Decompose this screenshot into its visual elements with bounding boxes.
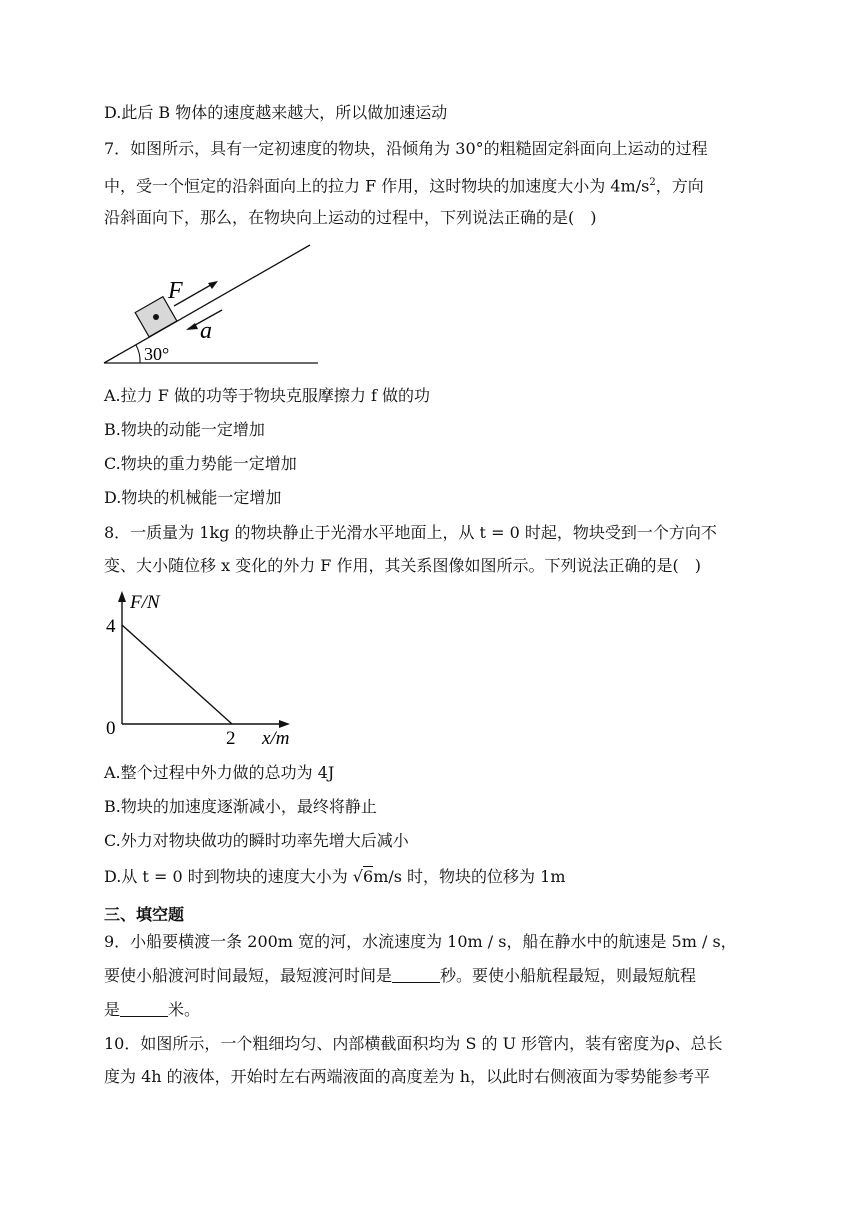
q7-option-a: A.拉力 F 做的功等于物块克服摩擦力 f 做的功: [104, 386, 431, 405]
answer-blank-time[interactable]: [392, 966, 440, 983]
angle-label: 30°: [144, 344, 170, 364]
y-axis-arrowhead: [118, 591, 126, 602]
y-tick-4: 4: [106, 616, 116, 637]
q7-option-c: C.物块的重力势能一定增加: [104, 454, 297, 473]
q7-line-3: 沿斜面向下，那么，在物块向上运动的过程中，下列说法正确的是( ): [104, 208, 597, 227]
block-center-dot: [153, 314, 159, 320]
q9-line-2: 要使小船渡河时间最短，最短渡河时间是 秒。要使小船航程最短，则最短航程: [104, 966, 697, 985]
q7-option-b: B.物块的动能一定增加: [104, 420, 265, 439]
q8-line-2: 变、大小随位移 x 变化的外力 F 作用，其关系图像如图所示。下列说法正确的是( ): [104, 556, 701, 575]
q8-line-1: 8．一质量为 1kg 的物块静止于光滑水平地面上，从 t = 0 时起，物块受到一个方向不: [104, 523, 717, 542]
force-line: [122, 625, 232, 724]
incline-figure: [100, 240, 325, 370]
q10-line-2: 度为 4h 的液体，开始时左右两端液面的高度差为 h，以此时右侧液面为零势能参考平: [104, 1067, 711, 1086]
answer-blank-distance[interactable]: [120, 1000, 168, 1017]
x-axis-arrowhead: [279, 720, 290, 728]
q9-line-1: 9．小船要横渡一条 200m 宽的河，水流速度为 10m / s，船在静水中的航速是 5m / s，: [104, 932, 737, 951]
q8-option-a: A.整个过程中外力做的总功为 4J: [104, 763, 335, 782]
angle-arc: [136, 345, 140, 363]
x-axis-label: x/m: [262, 728, 290, 748]
force-displacement-graph: [100, 588, 310, 748]
q8-option-b: B.物块的加速度逐渐减小，最终将静止: [104, 797, 377, 816]
q8-option-d: D.从 t = 0 时到物块的速度大小为 √6m/s 时，物块的位移为 1m: [104, 867, 566, 886]
option-d-previous: D.此后 B 物体的速度越来越大，所以做加速运动: [104, 103, 448, 122]
x-tick-2: 2: [226, 728, 236, 748]
q9-line-3: 是 米。: [104, 1000, 201, 1019]
q7-line-2: 中，受一个恒定的沿斜面向上的拉力 F 作用，这时物块的加速度大小为 $4m/s^2$，方向: [104, 176, 704, 196]
force-label: F: [168, 278, 183, 304]
q7-option-d: D.物块的机械能一定增加: [104, 488, 282, 507]
accel-label: a: [200, 318, 212, 344]
force-arrowhead: [208, 281, 218, 289]
q10-line-1: 10．如图所示，一个粗细均匀、内部横截面积均为 S 的 U 形管内，装有密度为ρ、总长: [104, 1034, 723, 1053]
q7-line-1: 7．如图所示，具有一定初速度的物块，沿倾角为 30°的粗糙固定斜面向上运动的过程: [104, 139, 708, 158]
y-axis-label: F/N: [130, 592, 160, 613]
section-fill-in-blank: 三、填空题: [104, 905, 185, 924]
origin-label: 0: [106, 718, 116, 739]
q8-option-c: C.外力对物块做功的瞬时功率先增大后减小: [104, 831, 409, 850]
incline-line: [104, 245, 310, 363]
